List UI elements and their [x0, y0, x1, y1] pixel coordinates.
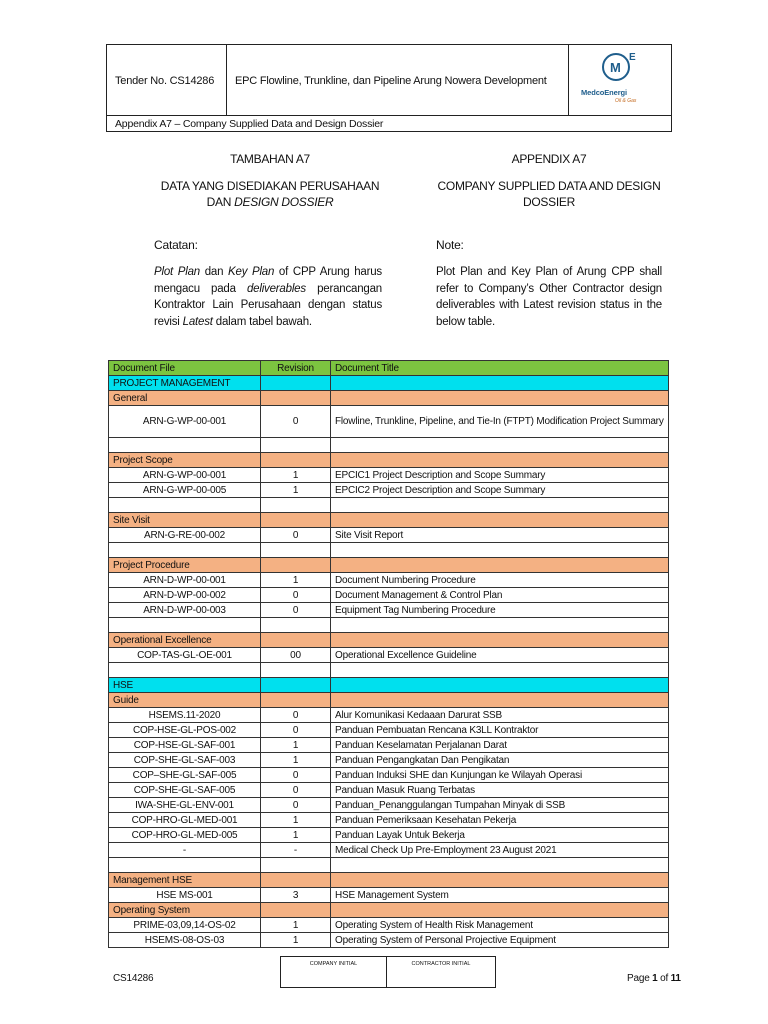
revision-cell: 0 [261, 783, 331, 798]
section-title-cell [331, 633, 669, 648]
blank-cell [109, 663, 261, 678]
section-row [109, 633, 669, 648]
blank-row [109, 663, 669, 678]
section-revision-cell [261, 391, 331, 406]
col-header-document-file: Document File [109, 361, 261, 376]
section-revision-cell [261, 678, 331, 693]
section-row [109, 391, 669, 406]
blank-row [109, 438, 669, 453]
section-row [109, 903, 669, 918]
section-title-cell [331, 903, 669, 918]
document-file-cell: COP-HSE-GL-SAF-001 [109, 738, 261, 753]
blank-row [109, 498, 669, 513]
section-label: Operating System [109, 903, 261, 918]
revision-cell: 1 [261, 483, 331, 498]
major-section-row [109, 678, 669, 693]
document-title-cell: Operating System of Personal Projective Equipment [331, 933, 669, 948]
document-file-cell: COP–SHE-GL-SAF-005 [109, 768, 261, 783]
document-file-cell: COP-HSE-GL-POS-002 [109, 723, 261, 738]
document-file-cell: ARN-G-WP-00-001 [109, 468, 261, 483]
table-row [109, 783, 669, 798]
revision-cell: 1 [261, 753, 331, 768]
document-file-cell: HSEMS-08-OS-03 [109, 933, 261, 948]
document-title-cell: Panduan Induksi SHE dan Kunjungan ke Wilayah Operasi [331, 768, 669, 783]
document-title-cell: Panduan Keselamatan Perjalanan Darat [331, 738, 669, 753]
table-row [109, 723, 669, 738]
revision-cell: 1 [261, 468, 331, 483]
document-file-cell: ARN-D-WP-00-003 [109, 603, 261, 618]
medco-logo-icon [569, 45, 671, 89]
blank-cell [261, 543, 331, 558]
revision-cell: 3 [261, 888, 331, 903]
table-row [109, 708, 669, 723]
left-note-block [154, 238, 382, 330]
section-label: HSE [109, 678, 261, 693]
document-header [106, 44, 672, 132]
revision-cell: 0 [261, 798, 331, 813]
tender-number: Tender No. CS14286 [107, 45, 227, 116]
table-row [109, 933, 669, 948]
revision-cell: 0 [261, 603, 331, 618]
section-title-cell [331, 558, 669, 573]
document-file-cell: HSEMS.11-2020 [109, 708, 261, 723]
table-row [109, 573, 669, 588]
revision-cell: 1 [261, 813, 331, 828]
document-title-cell: Operational Excellence Guideline [331, 648, 669, 663]
revision-cell: 1 [261, 573, 331, 588]
right-note-block [436, 238, 662, 330]
blank-cell [331, 663, 669, 678]
initials-box [280, 956, 496, 988]
table-row [109, 753, 669, 768]
revision-cell: 1 [261, 933, 331, 948]
section-label: Operational Excellence [109, 633, 261, 648]
section-label: Project Scope [109, 453, 261, 468]
left-title-block [150, 152, 390, 166]
section-title-cell [331, 693, 669, 708]
table-row [109, 813, 669, 828]
section-revision-cell [261, 903, 331, 918]
section-revision-cell [261, 873, 331, 888]
document-file-cell: ARN-D-WP-00-001 [109, 573, 261, 588]
company-logo [569, 45, 671, 116]
table-row [109, 603, 669, 618]
blank-cell [331, 858, 669, 873]
right-title-block [436, 152, 662, 166]
blank-cell [109, 618, 261, 633]
document-title-cell: Medical Check Up Pre-Employment 23 August 2021 [331, 843, 669, 858]
section-row [109, 453, 669, 468]
section-label: PROJECT MANAGEMENT [109, 376, 261, 391]
left-subtitle-line1: DATA YANG DISEDIAKAN PERUSAHAAN [160, 179, 380, 193]
blank-cell [109, 543, 261, 558]
document-title-cell: Equipment Tag Numbering Procedure [331, 603, 669, 618]
document-title-cell: EPCIC2 Project Description and Scope Summary [331, 483, 669, 498]
left-note-heading: Catatan: [154, 238, 198, 252]
document-title-cell: Flowline, Trunkline, Pipeline, and Tie-In (FTPT) Modification Project Summary [331, 406, 669, 438]
col-header-document-title: Document Title [331, 361, 669, 376]
table-row [109, 918, 669, 933]
document-title-cell: Panduan Masuk Ruang Terbatas [331, 783, 669, 798]
col-header-revision: Revision [261, 361, 331, 376]
blank-cell [261, 498, 331, 513]
revision-cell: 1 [261, 828, 331, 843]
revision-cell: 1 [261, 738, 331, 753]
document-file-cell: ARN-G-WP-00-005 [109, 483, 261, 498]
logo-superscript: E [629, 52, 636, 63]
right-title: APPENDIX A7 [511, 152, 587, 166]
document-title-cell: Document Numbering Procedure [331, 573, 669, 588]
left-subtitle-line2: DAN DESIGN DOSSIER [206, 195, 334, 209]
revision-cell: 1 [261, 918, 331, 933]
blank-cell [109, 438, 261, 453]
table-row [109, 528, 669, 543]
blank-row [109, 858, 669, 873]
document-title-cell: Alur Komunikasi Kedaaan Darurat SSB [331, 708, 669, 723]
document-file-cell: ARN-G-RE-00-002 [109, 528, 261, 543]
right-note-text: Plot Plan and Key Plan of Arung CPP shall refer to Company’s Other Contractor design deliverables with Latest revision status in the below table. [436, 266, 662, 328]
document-file-cell: COP-HRO-GL-MED-005 [109, 828, 261, 843]
logo-name: MedcoEnergi [581, 88, 627, 97]
right-subtitle-line1: COMPANY SUPPLIED DATA AND DESIGN [437, 179, 661, 193]
document-file-cell: IWA-SHE-GL-ENV-001 [109, 798, 261, 813]
section-label: Project Procedure [109, 558, 261, 573]
table-row [109, 828, 669, 843]
document-file-cell: HSE MS-001 [109, 888, 261, 903]
blank-cell [331, 543, 669, 558]
right-subtitle-block [436, 178, 662, 210]
document-title-cell: Panduan Layak Untuk Bekerja [331, 828, 669, 843]
table-row [109, 588, 669, 603]
blank-cell [331, 438, 669, 453]
document-file-cell: ARN-G-WP-00-001 [109, 406, 261, 438]
document-file-cell: COP-SHE-GL-SAF-005 [109, 783, 261, 798]
section-label: Guide [109, 693, 261, 708]
section-title-cell [331, 376, 669, 391]
blank-cell [261, 858, 331, 873]
logo-subtitle: Oil & Gas [615, 98, 637, 104]
document-file-cell: ARN-D-WP-00-002 [109, 588, 261, 603]
table-row [109, 648, 669, 663]
section-row [109, 513, 669, 528]
section-title-cell [331, 391, 669, 406]
section-revision-cell [261, 693, 331, 708]
document-file-cell: COP-SHE-GL-SAF-003 [109, 753, 261, 768]
section-revision-cell [261, 558, 331, 573]
document-title-cell: Operating System of Health Risk Management [331, 918, 669, 933]
right-note-heading: Note: [436, 238, 464, 252]
section-title-cell [331, 678, 669, 693]
section-revision-cell [261, 453, 331, 468]
document-title-cell: Panduan_Penanggulangan Tumpahan Minyak di SSB [331, 798, 669, 813]
logo-mark: M [610, 60, 621, 75]
blank-cell [261, 663, 331, 678]
blank-row [109, 618, 669, 633]
document-title-cell: Panduan Pengangkatan Dan Pengikatan [331, 753, 669, 768]
document-title-cell: Site Visit Report [331, 528, 669, 543]
document-title-cell: HSE Management System [331, 888, 669, 903]
left-title: TAMBAHAN A7 [230, 152, 310, 166]
left-note-text: Plot Plan dan Key Plan of CPP Arung harus mengacu pada deliverables perancangan Kontraktor Lain Perusahaan dengan status revisi Latest dalam tabel bawah. [154, 266, 383, 328]
major-section-row [109, 376, 669, 391]
revision-cell: 0 [261, 406, 331, 438]
right-subtitle-line2: DOSSIER [523, 195, 575, 209]
section-label: Management HSE [109, 873, 261, 888]
section-row [109, 693, 669, 708]
blank-cell [331, 618, 669, 633]
revision-cell: 0 [261, 723, 331, 738]
contractor-initial-label: CONTRACTOR INITIAL [411, 961, 471, 967]
document-file-cell: COP-TAS-GL-OE-001 [109, 648, 261, 663]
table-row [109, 468, 669, 483]
section-row [109, 873, 669, 888]
company-initial-label: COMPANY INITIAL [281, 957, 387, 987]
document-title-cell: Panduan Pemeriksaan Kesehatan Pekerja [331, 813, 669, 828]
section-row [109, 558, 669, 573]
document-title-cell: Document Management & Control Plan [331, 588, 669, 603]
document-title-cell: Panduan Pembuatan Rencana K3LL Kontraktor [331, 723, 669, 738]
revision-cell: 0 [261, 588, 331, 603]
blank-cell [109, 858, 261, 873]
table-row [109, 483, 669, 498]
document-table [108, 360, 669, 948]
section-revision-cell [261, 633, 331, 648]
table-row [109, 738, 669, 753]
page-number: Page 1 of 11 [627, 973, 681, 984]
section-title-cell [331, 513, 669, 528]
section-label: General [109, 391, 261, 406]
blank-cell [109, 498, 261, 513]
table-row [109, 843, 669, 858]
document-file-cell: - [109, 843, 261, 858]
section-title-cell [331, 873, 669, 888]
header-top-row [107, 45, 671, 116]
table-row [109, 768, 669, 783]
table-row [109, 406, 669, 438]
blank-cell [261, 618, 331, 633]
blank-row [109, 543, 669, 558]
footer-code: CS14286 [113, 973, 154, 984]
blank-cell [261, 438, 331, 453]
left-subtitle-block [150, 178, 390, 210]
table-header-row [109, 361, 669, 376]
document-file-cell: PRIME-03,09,14-OS-02 [109, 918, 261, 933]
revision-cell: - [261, 843, 331, 858]
section-revision-cell [261, 513, 331, 528]
blank-cell [331, 498, 669, 513]
revision-cell: 00 [261, 648, 331, 663]
section-title-cell [331, 453, 669, 468]
revision-cell: 0 [261, 768, 331, 783]
table-row [109, 798, 669, 813]
document-file-cell: COP-HRO-GL-MED-001 [109, 813, 261, 828]
revision-cell: 0 [261, 708, 331, 723]
project-title: EPC Flowline, Trunkline, dan Pipeline Arung Nowera Development [227, 45, 569, 116]
section-label: Site Visit [109, 513, 261, 528]
document-title-cell: EPCIC1 Project Description and Scope Summary [331, 468, 669, 483]
revision-cell: 0 [261, 528, 331, 543]
appendix-line: Appendix A7 – Company Supplied Data and Design Dossier [115, 118, 384, 130]
section-revision-cell [261, 376, 331, 391]
table-row [109, 888, 669, 903]
